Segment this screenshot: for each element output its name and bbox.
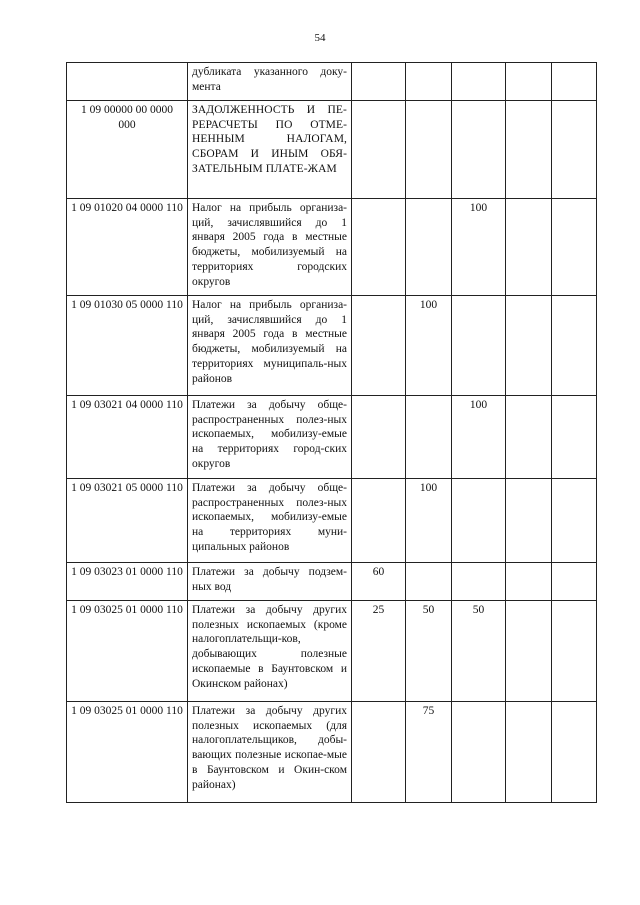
value-col-2 (406, 396, 452, 479)
value-col-3 (452, 101, 506, 199)
table-row (67, 296, 597, 396)
kbk-code: 1 09 00000 00 0000 000 (67, 101, 188, 199)
table-row (67, 63, 597, 101)
value-col-3 (452, 479, 506, 563)
page-number: 54 (314, 32, 326, 44)
revenue-name: дубликата указанного доку-мента (188, 63, 352, 101)
table-row (67, 396, 597, 479)
value-col-1 (352, 296, 406, 396)
revenue-name: Налог на прибыль организа-ций, зачислявшийся до 1 января 2005 года в местные бюджеты, мобилизуемый на территориях муниципаль-ных районов (188, 296, 352, 396)
value-col-3: 50 (452, 601, 506, 702)
kbk-code: 1 09 03021 04 0000 110 (67, 396, 188, 479)
value-col-2 (406, 63, 452, 101)
value-col-4 (506, 199, 552, 296)
revenue-name: Платежи за добычу других полезных ископаемых (кроме налогоплательщи-ков, добывающих полезные ископаемые в Баунтовском и Окинском районах) (188, 601, 352, 702)
value-col-2 (406, 101, 452, 199)
value-col-2: 100 (406, 296, 452, 396)
value-col-4 (506, 479, 552, 563)
value-col-5 (552, 199, 597, 296)
budget-table (66, 62, 597, 803)
table-row (67, 601, 597, 702)
table-row (67, 199, 597, 296)
value-col-5 (552, 563, 597, 601)
value-col-3 (452, 702, 506, 803)
value-col-5 (552, 702, 597, 803)
revenue-name: Платежи за добычу других полезных ископаемых (для налогоплательщиков, добы-вающих полезные ископае-мые в Баунтовском и Окин-ском районах) (188, 702, 352, 803)
value-col-3 (452, 563, 506, 601)
value-col-4 (506, 702, 552, 803)
value-col-3 (452, 63, 506, 101)
value-col-2: 75 (406, 702, 452, 803)
value-col-2: 100 (406, 479, 452, 563)
revenue-name: Платежи за добычу обще-распространенных полез-ных ископаемых, мобилизу-емые на территориях муни-ципальных районов (188, 479, 352, 563)
value-col-5 (552, 396, 597, 479)
value-col-4 (506, 296, 552, 396)
table-row (67, 702, 597, 803)
kbk-code: 1 09 03025 01 0000 110 (67, 702, 188, 803)
value-col-3: 100 (452, 396, 506, 479)
value-col-5 (552, 101, 597, 199)
table-row (67, 479, 597, 563)
value-col-2 (406, 563, 452, 601)
value-col-1 (352, 101, 406, 199)
table-row (67, 101, 597, 199)
value-col-1 (352, 63, 406, 101)
kbk-code: 1 09 03023 01 0000 110 (67, 563, 188, 601)
value-col-5 (552, 296, 597, 396)
value-col-3: 100 (452, 199, 506, 296)
table-row (67, 563, 597, 601)
value-col-4 (506, 396, 552, 479)
value-col-1: 25 (352, 601, 406, 702)
kbk-code: 1 09 03021 05 0000 110 (67, 479, 188, 563)
revenue-name: Платежи за добычу обще-распространенных полез-ных ископаемых, мобилизу-емые на территориях город-ских округов (188, 396, 352, 479)
value-col-4 (506, 601, 552, 702)
value-col-1: 60 (352, 563, 406, 601)
value-col-5 (552, 601, 597, 702)
value-col-4 (506, 563, 552, 601)
value-col-1 (352, 199, 406, 296)
value-col-4 (506, 63, 552, 101)
value-col-2 (406, 199, 452, 296)
revenue-name: Налог на прибыль организа-ций, зачислявшийся до 1 января 2005 года в местные бюджеты, мобилизуемый на территориях городских округов (188, 199, 352, 296)
revenue-name: Платежи за добычу подзем-ных вод (188, 563, 352, 601)
value-col-1 (352, 479, 406, 563)
kbk-code: 1 09 01020 04 0000 110 (67, 199, 188, 296)
value-col-5 (552, 63, 597, 101)
kbk-code (67, 63, 188, 101)
value-col-5 (552, 479, 597, 563)
value-col-1 (352, 702, 406, 803)
revenue-name: ЗАДОЛЖЕННОСТЬ И ПЕ-РЕРАСЧЕТЫ ПО ОТМЕ-НЕННЫМ НАЛОГАМ, СБОРАМ И ИНЫМ ОБЯ-ЗАТЕЛЬНЫМ ПЛАТЕ-ЖАМ (188, 101, 352, 199)
value-col-2: 50 (406, 601, 452, 702)
kbk-code: 1 09 01030 05 0000 110 (67, 296, 188, 396)
value-col-4 (506, 101, 552, 199)
kbk-code: 1 09 03025 01 0000 110 (67, 601, 188, 702)
value-col-1 (352, 396, 406, 479)
value-col-3 (452, 296, 506, 396)
